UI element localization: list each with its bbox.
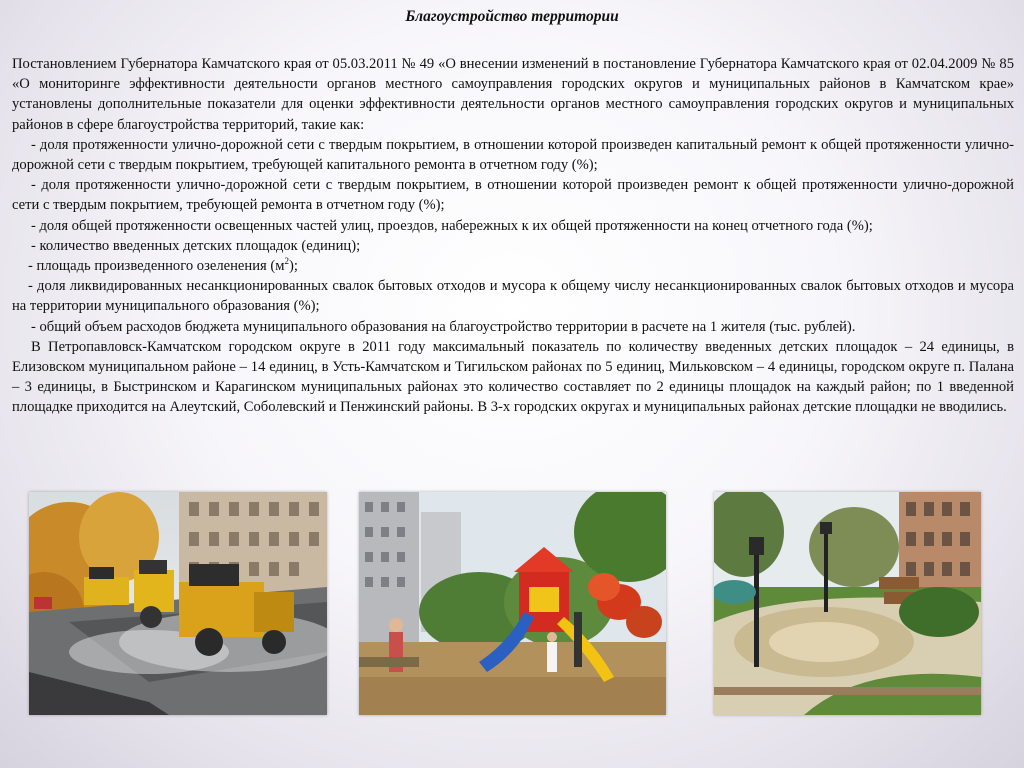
indicator-area-suffix: ); xyxy=(288,258,298,275)
indicator-item: - общий объем расходов бюджета муниципального образования на благоустройство территории в расчете на 1 жителя (тыс. рублей). xyxy=(31,318,856,335)
indicator-item: - доля ликвидированных несанкционированных свалок бытовых отходов и мусора к общему числу несанкционированных свалок бытовых отходов и мусора на территории муниципального образования (%); xyxy=(12,278,1014,315)
playground-photo xyxy=(359,492,666,715)
indicator-item: - доля протяженности улично-дорожной сети с твердым покрытием, в отношении которой произведен капитальный ремонт к общей протяженности улично-дорожной сети с твердым покрытием, требующей капитального ремонта в отчетном году (%); xyxy=(12,136,1014,174)
area-unit-superscript: 2 xyxy=(284,256,289,267)
intro-paragraph: Постановлением Губернатора Камчатского края от 05.03.2011 № 49 «О внесении изменений в постановление Губернатора Камчатского края от 02.04.2009 № 85 «О мониторинге эффективности деятельности органов местного самоуправления городских округов и муниципальных районов в Камчатском крае» установлены дополнительные показатели для оценки эффективности деятельности органов местного самоуправления городских округов и муниципальных районов в сфере благоустройства территорий, такие как: xyxy=(12,56,1014,133)
indicator-item: - количество введенных детских площадок (единиц); xyxy=(31,237,361,254)
indicator-area-text: - площадь произведенного озеленения (м xyxy=(28,258,285,275)
slide-title: Благоустройство территории xyxy=(405,8,619,25)
indicator-item: - доля протяженности улично-дорожной сети с твердым покрытием, в отношении которой произведен ремонт к общей протяженности улично-дорожной сети с твердым покрытием, требующей ремонта в отчетном году (%); xyxy=(12,177,1014,214)
summary-paragraph: В Петропавловск-Камчатском городском округе в 2011 году максимальный показатель по количеству введенных детских площадок – 24 единицы, в Елизовском муниципальном районе – 14 единиц, в Усть-Камчатском и Тигильском районах по 5 единиц, Мильковском – 4 единицы, городском округе п. Палана – 3 единицы, в Быстринском и Карагинском муниципальных районах это количество составляет по 2 единицы площадок на каждый район; по 1 введенной площадке приходится на Алеутский, Соболевский и Пенжинский районы. В 3-х городских округах и муниципальных районах детские площадки не вводились. xyxy=(12,338,1014,416)
body-text xyxy=(12,54,1014,418)
road-paving-photo xyxy=(29,492,327,715)
indicator-item: - доля общей протяженности освещенных частей улиц, проездов, набережных к их общей протяженности на конец отчетного года (%); xyxy=(31,217,873,234)
indicator-item xyxy=(12,256,1014,276)
park-photo xyxy=(714,492,981,715)
